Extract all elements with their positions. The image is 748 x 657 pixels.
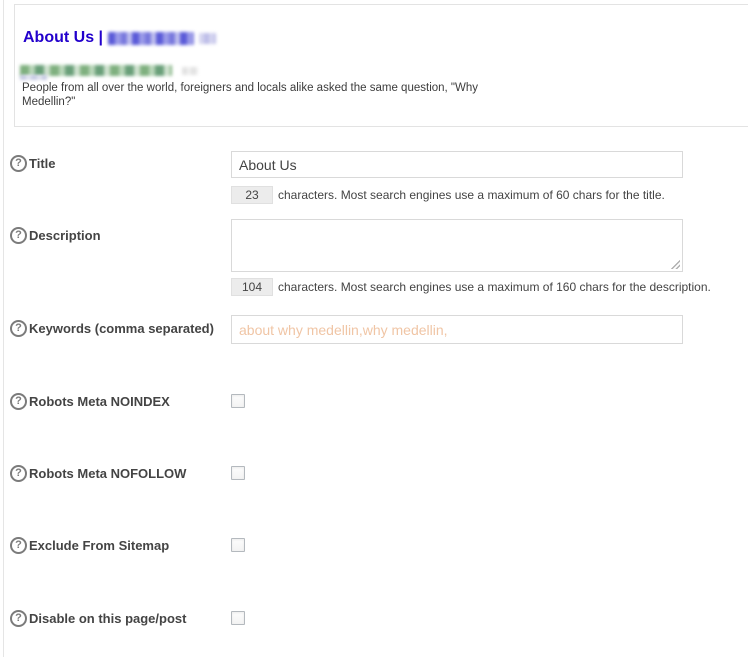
- blurred-site-name-tail: [199, 33, 216, 44]
- description-char-count: 104: [231, 278, 273, 296]
- help-icon[interactable]: ?: [10, 537, 27, 554]
- nofollow-checkbox[interactable]: [231, 466, 245, 480]
- keywords-label-row: [10, 319, 214, 337]
- exclude-sitemap-checkbox[interactable]: [231, 538, 245, 552]
- blurred-site-name: [108, 32, 194, 45]
- title-helper-text: characters. Most search engines use a maximum of 60 chars for the title.: [278, 188, 665, 202]
- description-textarea-wrap: [231, 219, 683, 272]
- description-textarea[interactable]: [231, 219, 683, 272]
- metabox-left-border: [3, 0, 4, 657]
- keywords-label: Keywords (comma separated): [29, 320, 214, 336]
- exclude-sitemap-label: Exclude From Sitemap: [29, 537, 170, 553]
- title-input[interactable]: [231, 151, 683, 178]
- noindex-label-row: [10, 392, 170, 410]
- disable-on-page-checkbox[interactable]: [231, 611, 245, 625]
- keywords-input[interactable]: [231, 315, 683, 344]
- description-helper-text: characters. Most search engines use a maximum of 160 chars for the description.: [278, 280, 711, 294]
- title-char-count: 23: [231, 186, 273, 204]
- help-icon[interactable]: ?: [10, 393, 27, 410]
- title-label: Title: [29, 155, 56, 171]
- disable-on-page-label: Disable on this page/post: [29, 610, 187, 626]
- description-label: Description: [29, 227, 101, 243]
- nofollow-label: Robots Meta NOFOLLOW: [29, 465, 187, 481]
- snippet-preview: [14, 4, 748, 127]
- noindex-label: Robots Meta NOINDEX: [29, 393, 170, 409]
- help-icon[interactable]: ?: [10, 465, 27, 482]
- help-icon[interactable]: ?: [10, 155, 27, 172]
- disable-on-page-label-row: [10, 609, 186, 627]
- snippet-title-link: About Us |: [23, 29, 104, 46]
- help-icon[interactable]: ?: [10, 610, 27, 627]
- exclude-sitemap-label-row: [10, 536, 169, 554]
- noindex-checkbox[interactable]: [231, 394, 245, 408]
- help-icon[interactable]: ?: [10, 227, 27, 244]
- snippet-title-line: [23, 29, 216, 47]
- snippet-description-line2: Medellin?": [22, 96, 76, 108]
- nofollow-label-row: [10, 464, 186, 482]
- blurred-url-fragment: [20, 75, 47, 80]
- help-icon[interactable]: ?: [10, 320, 27, 337]
- snippet-description-line1: People from all over the world, foreigners and locals alike asked the same question, "Why: [22, 82, 479, 94]
- title-label-row: [10, 154, 56, 172]
- blurred-url-tail: [182, 67, 198, 75]
- description-label-row: [10, 226, 101, 244]
